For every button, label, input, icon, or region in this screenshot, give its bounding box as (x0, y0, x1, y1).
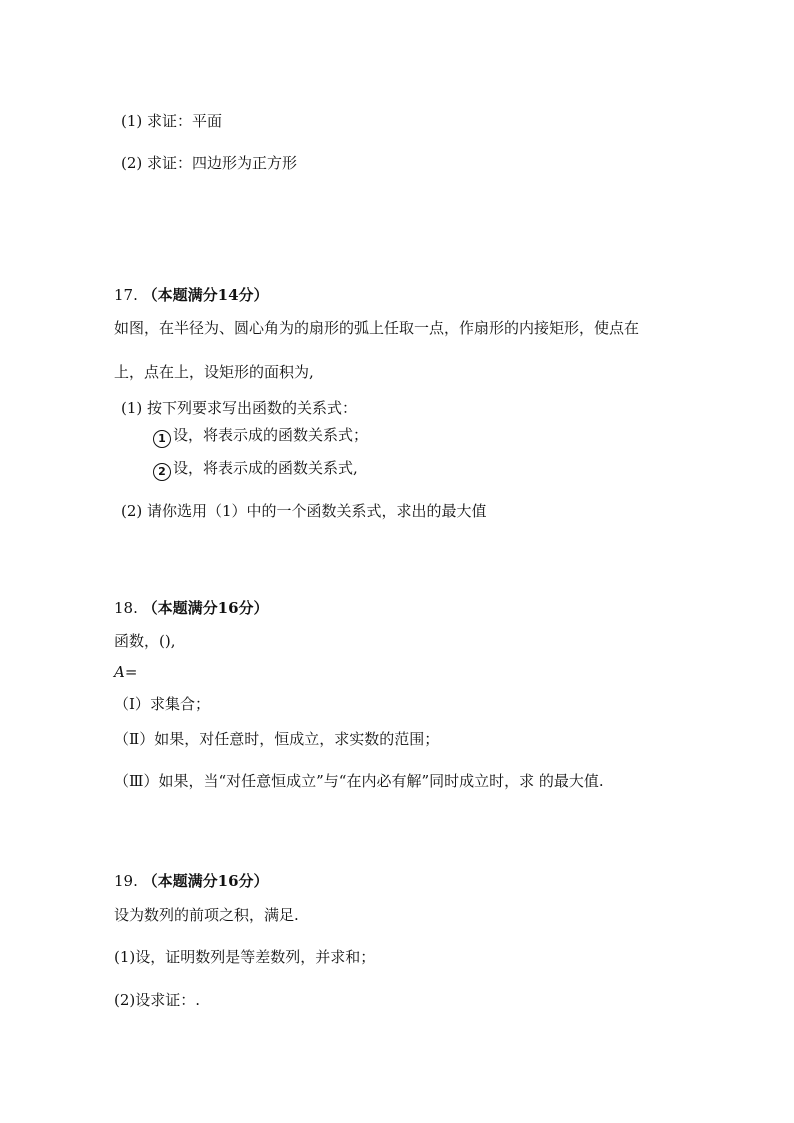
q18-score: （本题满分16分） (142, 599, 269, 617)
page-top-item-2 (121, 153, 297, 173)
part-label: (1) (121, 399, 148, 417)
q19-part1 (114, 947, 375, 967)
part-text: 请你选用（1）中的一个函数关系式，求出的最大值 (147, 502, 487, 520)
part-label: (1) (114, 948, 136, 966)
q18-part1 (114, 694, 210, 714)
part-text: 按下列要求写出函数的关系式： (147, 399, 358, 417)
q17-score: （本题满分14分） (142, 286, 269, 304)
part-text: 设，证明数列是等差数列，并求和； (135, 948, 376, 966)
part-text: 如果，当“对任意恒成立”与“在内必有解”同时成立时，求 的最大值. (158, 772, 604, 790)
q17-stem-line1: 如图，在半径为、圆心角为的扇形的弧上任取一点，作扇形的内接矩形，使点在 (114, 319, 640, 337)
part-text: 设求证：. (135, 991, 201, 1009)
part-label: (2) (121, 502, 148, 520)
circled-number-icon: 2 (153, 463, 171, 481)
part-label: （Ⅲ） (114, 772, 159, 790)
part-label: （Ⅱ） (114, 730, 155, 748)
q17-header (114, 285, 269, 305)
q19-stem: 设为数列的前项之积，满足. (114, 906, 299, 924)
q19-number: 19. (114, 872, 138, 890)
q18-stem: 函数，(), (114, 632, 176, 650)
q19-score: （本题满分16分） (142, 872, 269, 890)
circled-number-icon: 1 (153, 430, 171, 448)
page-top-item-1 (121, 111, 222, 131)
q17-sub2 (153, 458, 358, 481)
q17-stem-line2: 上，点在上，设矩形的面积为, (114, 363, 314, 381)
item-label: (2) (121, 154, 148, 172)
q17-part1 (121, 398, 357, 418)
q17-sub1 (153, 425, 368, 448)
q18-number: 18. (114, 599, 138, 617)
part-label: （Ⅰ） (114, 695, 150, 713)
q17-number: 17. (114, 286, 138, 304)
sub-text: 设，将表示成的函数关系式, (173, 459, 358, 477)
item-text: 求证：平面 (147, 112, 223, 130)
q18-part2 (114, 729, 439, 749)
item-text: 求证：四边形为正方形 (147, 154, 298, 172)
part-label: (2) (114, 991, 136, 1009)
part-text: 求集合； (149, 695, 210, 713)
q19-header (114, 871, 269, 891)
part-text: 如果，对任意时，恒成立，求实数的范围； (154, 730, 440, 748)
q18-set-label: A= (114, 663, 138, 681)
item-label: (1) (121, 112, 148, 130)
sub-text: 设，将表示成的函数关系式； (173, 426, 369, 444)
q19-part2 (114, 990, 200, 1010)
q18-header (114, 598, 269, 618)
q17-part2 (121, 501, 487, 521)
q18-part3 (114, 771, 604, 791)
